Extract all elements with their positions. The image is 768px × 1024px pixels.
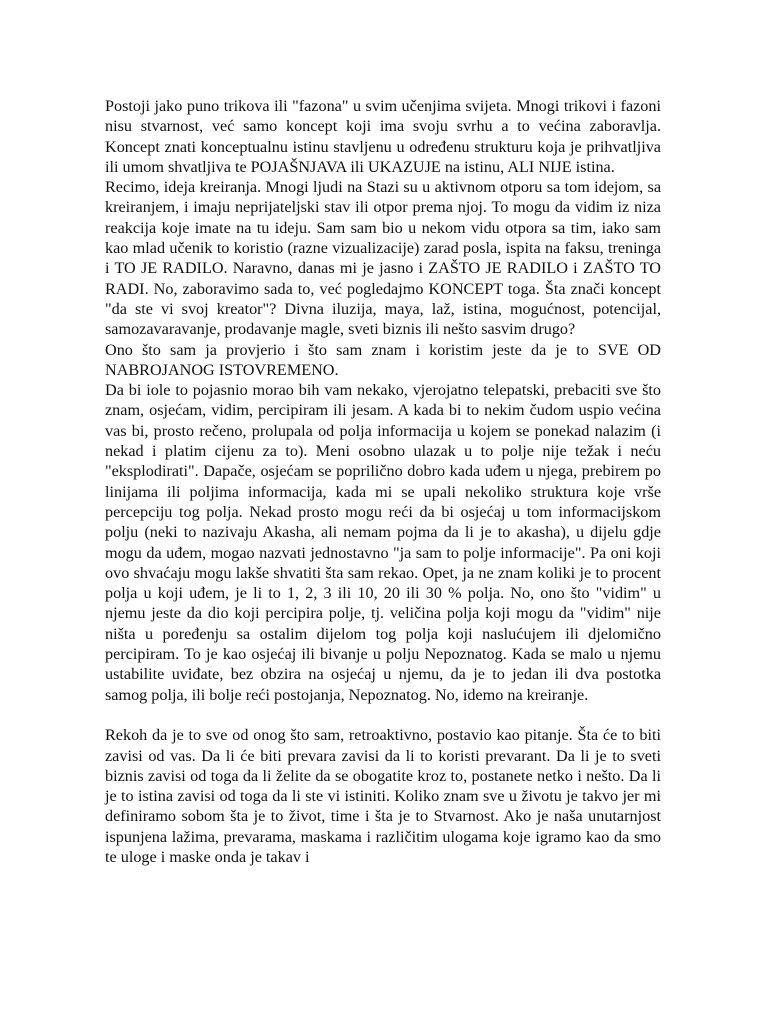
paragraph-spacer [105, 705, 661, 725]
paragraph-retroactive-question: Rekoh da je to sve od onog što sam, retroaktivno, postavio kao pitanje. Šta će to biti zavisi od vas. Da li će biti prevara zavisi da li to koristi prevarant. Da li je to sveti biznis zavisi od toga da li želite da se obogatite kroz to, postanete netko i nešto. Da li je to istina zavisi od toga da li ste vi istiniti. Koliko znam sve u životu je takvo jer mi definiramo sobom šta je to život, time i šta je to Stvarnost. Ako je naša unutarnjost ispunjena lažima, prevarama, maskama i različitim ulogama koje igramo kao da smo te uloge i maske onda je takav i [105, 726, 661, 866]
paragraph-creation-idea: Recimo, ideja kreiranja. Mnogi ljudi na Stazi su u aktivnom otporu sa tom idejom, sa kreiranjem, i imaju neprijateljski stav ili otpor prema njoj. To mogu da vidim iz niza reakcija koje imate na tu ideju. Sam sam bio u nekom vidu otpora sa tim, iako sam kao mlad učenik to koristio (razne vizualizacije) zarad posla, ispita na faksu, treninga i TO JE RADILO. Naravno, danas mi je jasno i ZAŠTO JE RADILO i ZAŠTO TO RADI. No, zaboravimo sada to, već pogledajmo KONCEPT toga. Šta znači koncept "da ste vi svoj kreator"? Divna iluzija, maya, laž, istina, mogućnost, potencijal, samozavaravanje, prodavanje magle, sveti biznis ili nešto sasvim drugo? [105, 178, 661, 339]
paragraph-verified-claim: Ono što sam ja provjerio i što sam znam i koristim jeste da je to SVE OD NABROJANOG ISTOVREMENO. [105, 340, 661, 379]
document-page [105, 96, 661, 867]
paragraph-information-field: Da bi iole to pojasnio morao bih vam nekako, vjerojatno telepatski, prebaciti sve što znam, osjećam, vidim, percipiram ili jesam. A kada bi to nekim čudom uspio većina vas bi, prosto rečeno, prolupala od polja informacija u kojem se ponekad nalazim (i nekad i platim cijenu za to). Meni osobno ulazak u to polje nije težak i neću "eksplodirati". Dapače, osjećam se poprilično dobro kada uđem u njega, prebirem po linijama ili poljima informacija, kada mi se upali nekoliko struktura koje vrše percepciju tog polja. Nekad prosto mogu reći da bi osjećaj u tom informacijskom polju (neki to nazivaju Akasha, ali nemam pojma da li je to akasha), u dijelu gdje mogu da uđem, mogao nazvati jednostavno "ja sam to polje informacije". Pa oni koji ovo shvaćaju mogu lakše shvatiti šta sam rekao. Opet, ja ne znam koliki je to procent polja u koji uđem, je li to 1, 2, 3 ili 10, 20 ili 30 % polja. No, ono što "vidim" u njemu jeste da dio koji percipira polje, tj. veličina polja koji mogu da "vidim" nije ništa u poređenju sa ostalim dijelom tog polja koji naslućujem ili djelomično percipiram. To je kao osjećaj ili bivanje u polju Nepoznatog. Kada se malo u njemu ustabilite uviđate, bez obzira na osjećaj u njemu, da je to jedan ili dva postotka samog polja, ili bolje reći postojanja, Nepoznatog. No, idemo na kreiranje. [105, 381, 661, 704]
paragraph-concept-intro: Postoji jako puno trikova ili "fazona" u svim učenjima svijeta. Mnogi trikovi i fazoni nisu stvarnost, već samo koncept koji ima svoju svrhu a to većina zaboravlja. Koncept znati konceptualnu istinu stavljenu u određenu strukturu koja je prihvatljiva ili umom shvatljiva te POJAŠNJAVA ili UKAZUJE na istinu, ALI NIJE istina. [105, 97, 661, 176]
